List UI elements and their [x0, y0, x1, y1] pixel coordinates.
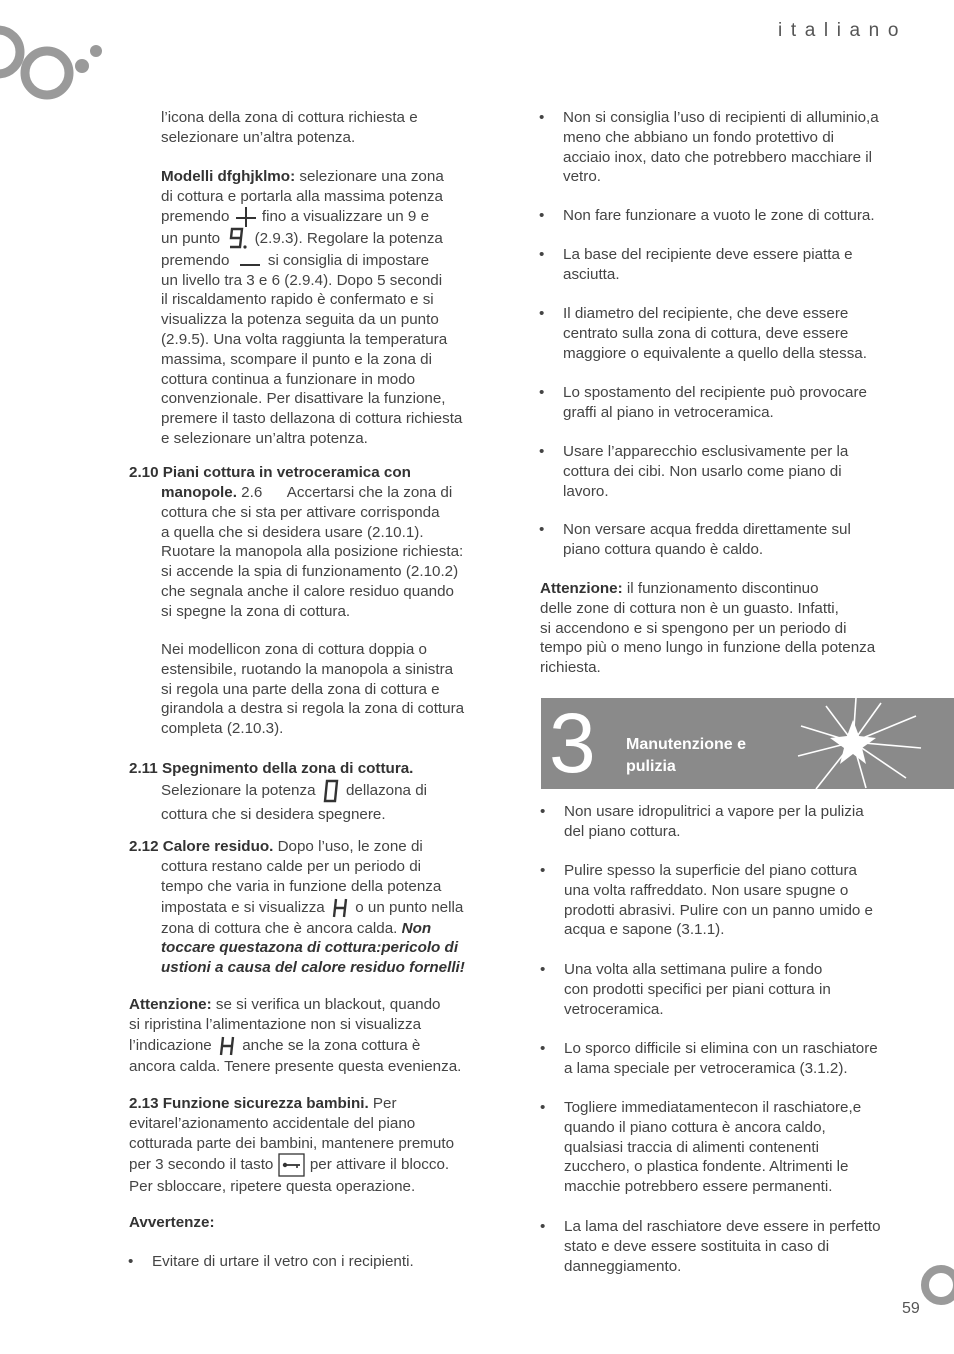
list-item	[539, 304, 867, 363]
warning-text: Non	[397, 919, 432, 937]
text-line: una volta raffreddato. Non usare spugne o	[564, 881, 849, 899]
text-line: stato e deve essere sostituita in caso di	[564, 1237, 830, 1255]
text-line: piano cottura quando è caldo.	[563, 540, 764, 558]
text-line: cottura dei cibi. Non usarlo come piano di	[563, 462, 842, 480]
title-line: Manutenzione e	[626, 736, 747, 753]
page-number: 59	[902, 1300, 920, 1317]
text-line: lavoro.	[563, 482, 609, 500]
text-span: dellazona di	[345, 782, 428, 800]
text-span: impostata e si visualizza	[161, 898, 325, 916]
bullet-icon: •	[539, 207, 545, 224]
list-item	[540, 1098, 862, 1197]
text-line: richiesta.	[540, 659, 601, 677]
text-span: premendo	[161, 207, 230, 225]
section-heading: 2.13 Funzione sicurezza bambini.	[129, 1095, 369, 1112]
list-item	[539, 206, 875, 226]
paragraph-attention-discontinuous	[540, 579, 875, 678]
text-span: l’indicazione	[129, 1036, 212, 1054]
text-line: l’icona della zona di cottura richiesta e	[161, 109, 418, 126]
warning-text: ustioni a causa del calore residuo fornelli!	[161, 959, 465, 977]
text-line: Una volta alla settimana pulire a fondo	[564, 961, 823, 978]
text-span: si consiglia di impostare	[267, 251, 430, 269]
text-line: si accende la spia di funzionamento (2.10.2)	[161, 563, 459, 581]
text-line: centrato sulla zona di cottura, deve essere	[563, 324, 849, 342]
star-burst-icon	[796, 698, 926, 789]
text-line: selezionare un’altra potenza.	[161, 128, 356, 146]
text-line: si spegne la zona di cottura.	[161, 602, 351, 620]
list-item	[540, 1039, 878, 1079]
text-line: cottura che si desidera spegnere.	[161, 806, 386, 823]
text-span: 2.6 Accertarsi che la zona di	[236, 484, 453, 501]
text-line: tempo più o meno lungo in funzione della potenza	[540, 639, 876, 657]
text-line: Ruotare la manopola alla posizione richiesta:	[161, 543, 464, 561]
section-heading: 2.10 Piani cottura in vetroceramica con	[129, 464, 411, 481]
text-line: danneggiamento.	[564, 1257, 682, 1275]
text-line: premere il tasto dellazona di cottura richiesta	[161, 410, 463, 428]
text-line: massima, scompare il punto e la zona di	[161, 350, 432, 368]
section-title	[626, 734, 776, 778]
bullet-icon: •	[540, 862, 546, 879]
text-line: si ripristina l’alimentazione non si visualizza	[129, 1015, 422, 1033]
text-line: Nei modellicon zona di cottura doppia o	[161, 641, 427, 658]
display-H-icon	[329, 897, 351, 919]
attention-label: Attenzione:	[540, 580, 623, 597]
text-line: qualsiasi traccia di alimenti contenenti	[564, 1138, 819, 1156]
bullet-icon: •	[539, 109, 545, 126]
section-2-11-title	[129, 759, 413, 779]
attention-label: Attenzione:	[129, 996, 212, 1013]
text-line: Lo sporco difficile si elimina con un raschiatore	[564, 1040, 878, 1057]
text-line: macchie potrebbero essere permanenti.	[564, 1178, 833, 1196]
bullet-icon: •	[540, 1040, 546, 1057]
text-span: (2.9.3). Regolare la potenza	[254, 229, 443, 247]
title-line: pulizia	[626, 758, 676, 775]
text-line: Lo spostamento del recipiente può provocare	[563, 384, 867, 401]
text-line: del piano cottura.	[564, 822, 681, 840]
list-item	[540, 1217, 881, 1276]
text-line: acciaio inox, dato che potrebbero macchiare il	[563, 148, 872, 166]
language-label: italiano	[778, 20, 908, 41]
section-2-10-body	[161, 483, 463, 622]
text-span: Selezionare la potenza	[161, 782, 316, 800]
text-line: prodotti abrasivi. Pulire con un panno umido e	[564, 901, 874, 919]
text-line: completa (2.10.3).	[161, 720, 284, 738]
text-line: estensibile, ruotando la manopola a sinistra	[161, 660, 454, 678]
text-line: Pulire spesso la superficie del piano cottura	[564, 862, 857, 879]
text-line: con prodotti specifici per piani cottura in	[564, 980, 831, 998]
text-line: il riscaldamento rapido è confermato e si	[161, 291, 434, 309]
text-span: Dopo l’uso, le zone di	[273, 838, 423, 855]
text-line: quando il piano cottura è ancora caldo,	[564, 1118, 826, 1136]
text-line: asciutta.	[563, 265, 620, 283]
heading-span: manopole.	[161, 484, 237, 501]
section-number: 3	[549, 698, 596, 789]
text-line: La base del recipiente deve essere piatta e	[563, 246, 853, 263]
circle-decoration	[920, 1265, 954, 1307]
text-line: Togliere immediatamentecon il raschiatore,e	[564, 1099, 862, 1116]
list-item	[539, 442, 849, 501]
text-line: La lama del raschiatore deve essere in perfetto	[564, 1218, 881, 1235]
display-H-icon	[216, 1035, 238, 1057]
text-span: o un punto nella	[355, 898, 464, 916]
warning-text: toccare questazona di cottura:pericolo di	[161, 939, 459, 957]
text-line: Non usare idropulitrici a vapore per la pulizia	[564, 803, 864, 820]
text-line: di cottura e portarla alla massima potenza	[161, 187, 443, 205]
text-line: meno che abbiano un fondo protettivo di	[563, 128, 835, 146]
section-banner	[541, 698, 954, 789]
text-span: anche se la zona cottura è	[242, 1036, 421, 1054]
bullet-icon: •	[540, 1218, 546, 1235]
text-span: premendo	[161, 251, 230, 269]
list-item	[539, 383, 867, 423]
models-label: Modelli dfghjklmo:	[161, 168, 296, 185]
bullet-icon: •	[539, 443, 545, 460]
section-2-10-title	[129, 463, 411, 483]
section-heading: 2.12 Calore residuo.	[129, 838, 274, 855]
section-2-12-title	[129, 837, 423, 857]
minus-key-icon	[234, 251, 264, 271]
text-line: un livello tra 3 e 6 (2.9.4). Dopo 5 secondi	[161, 271, 443, 289]
bullet-icon: •	[539, 384, 545, 401]
bullet-icon: •	[540, 961, 546, 978]
bullet-icon: •	[540, 1099, 546, 1116]
text-line: cottura restano calde per un periodo di	[161, 858, 422, 875]
section-2-11-body	[161, 779, 427, 825]
text-line: cottura che si sta per attivare corrisponda	[161, 503, 440, 521]
text-span: fino a visualizzare un 9 e	[261, 207, 430, 225]
text-line: Il diametro del recipiente, che deve essere	[563, 305, 849, 322]
section-2-13	[129, 1094, 454, 1197]
warnings-label: Avvertenze:	[129, 1214, 215, 1231]
list-item	[539, 245, 853, 285]
text-span: Per	[368, 1095, 397, 1112]
text-line: zucchero, o plastica fondente. Altrimenti le	[564, 1158, 849, 1176]
text-line: a lama speciale per vetroceramica (3.1.2).	[564, 1059, 848, 1077]
text-span: se si verifica un blackout, quando	[211, 996, 441, 1013]
paragraph-models	[161, 167, 462, 449]
text-line: visualizza la potenza seguita da un punto	[161, 311, 439, 329]
text-line: Per sbloccare, ripetere questa operazione.	[129, 1178, 416, 1196]
plus-key-icon	[234, 207, 258, 227]
display-9-dot-icon	[224, 227, 250, 251]
text-line: vetroceramica.	[564, 1000, 664, 1018]
text-line: che segnala anche il calore residuo quando	[161, 582, 454, 600]
warnings-heading	[129, 1213, 215, 1233]
text-line: Evitare di urtare il vetro con i recipienti.	[152, 1253, 414, 1270]
text-span: per 3 secondo il tasto	[129, 1156, 274, 1174]
paragraph-intro	[161, 108, 418, 148]
text-line: si regola una parte della zona di cottura e	[161, 680, 440, 698]
text-line: Non versare acqua fredda direttamente sul	[563, 521, 851, 538]
text-span: zona di cottura che è ancora calda.	[161, 919, 398, 937]
display-0-icon	[320, 779, 342, 803]
list-item	[540, 960, 831, 1019]
text-span: il funzionamento discontinuo	[622, 580, 819, 597]
text-span: per attivare il blocco.	[309, 1156, 450, 1174]
bullet-icon: •	[539, 246, 545, 263]
key-lock-icon	[278, 1153, 306, 1177]
text-line: si accendono e si spengono per un periodo di	[540, 619, 847, 637]
list-item	[539, 520, 851, 560]
text-line: ancora calda. Tenere presente questa evenienza.	[129, 1057, 462, 1075]
text-line: graffi al piano in vetroceramica.	[563, 403, 774, 421]
list-item	[540, 802, 864, 842]
text-line: maggiore o equivalente a quello della stessa.	[563, 344, 867, 362]
section-2-12-body	[161, 857, 465, 978]
text-line: tempo che varia in funzione della potenza	[161, 877, 442, 895]
text-line: delle zone di cottura non è un guasto. Infatti,	[540, 599, 839, 617]
bullet-icon: •	[539, 305, 545, 322]
text-line: girandola a destra si regola la zona di cottura	[161, 700, 465, 718]
text-span: un punto	[161, 229, 221, 247]
section-2-10-note	[161, 640, 464, 739]
text-line: Usare l’apparecchio esclusivamente per la	[563, 443, 849, 460]
text-line: convenzionale. Per disattivare la funzione,	[161, 390, 446, 408]
text-span: selezionare una zona	[295, 168, 444, 185]
text-line: Non si consiglia l’uso di recipienti di alluminio,a	[563, 109, 879, 126]
text-line: vetro.	[563, 168, 601, 186]
list-item	[128, 1252, 414, 1272]
bullet-icon: •	[128, 1253, 134, 1270]
text-line: cottura continua a funzionare in modo	[161, 370, 416, 388]
list-item	[539, 108, 879, 187]
text-line: acqua e sapone (3.1.1).	[564, 921, 725, 939]
brand-logo-circles	[0, 20, 110, 105]
section-heading: 2.11 Spegnimento della zona di cottura.	[129, 760, 414, 777]
list-item	[540, 861, 874, 940]
text-line: Non fare funzionare a vuoto le zone di cottura.	[563, 207, 875, 224]
paragraph-attention-blackout	[129, 995, 461, 1076]
text-line: evitarel’azionamento accidentale del piano	[129, 1114, 416, 1132]
text-line: (2.9.5). Una volta raggiunta la temperatura	[161, 330, 448, 348]
text-line: cotturada parte dei bambini, mantenere premuto	[129, 1134, 455, 1152]
text-line: a quella che si desidera usare (2.10.1).	[161, 523, 424, 541]
bullet-icon: •	[540, 803, 546, 820]
text-line: e selezionare un’altra potenza.	[161, 429, 368, 447]
bullet-icon: •	[539, 521, 545, 538]
